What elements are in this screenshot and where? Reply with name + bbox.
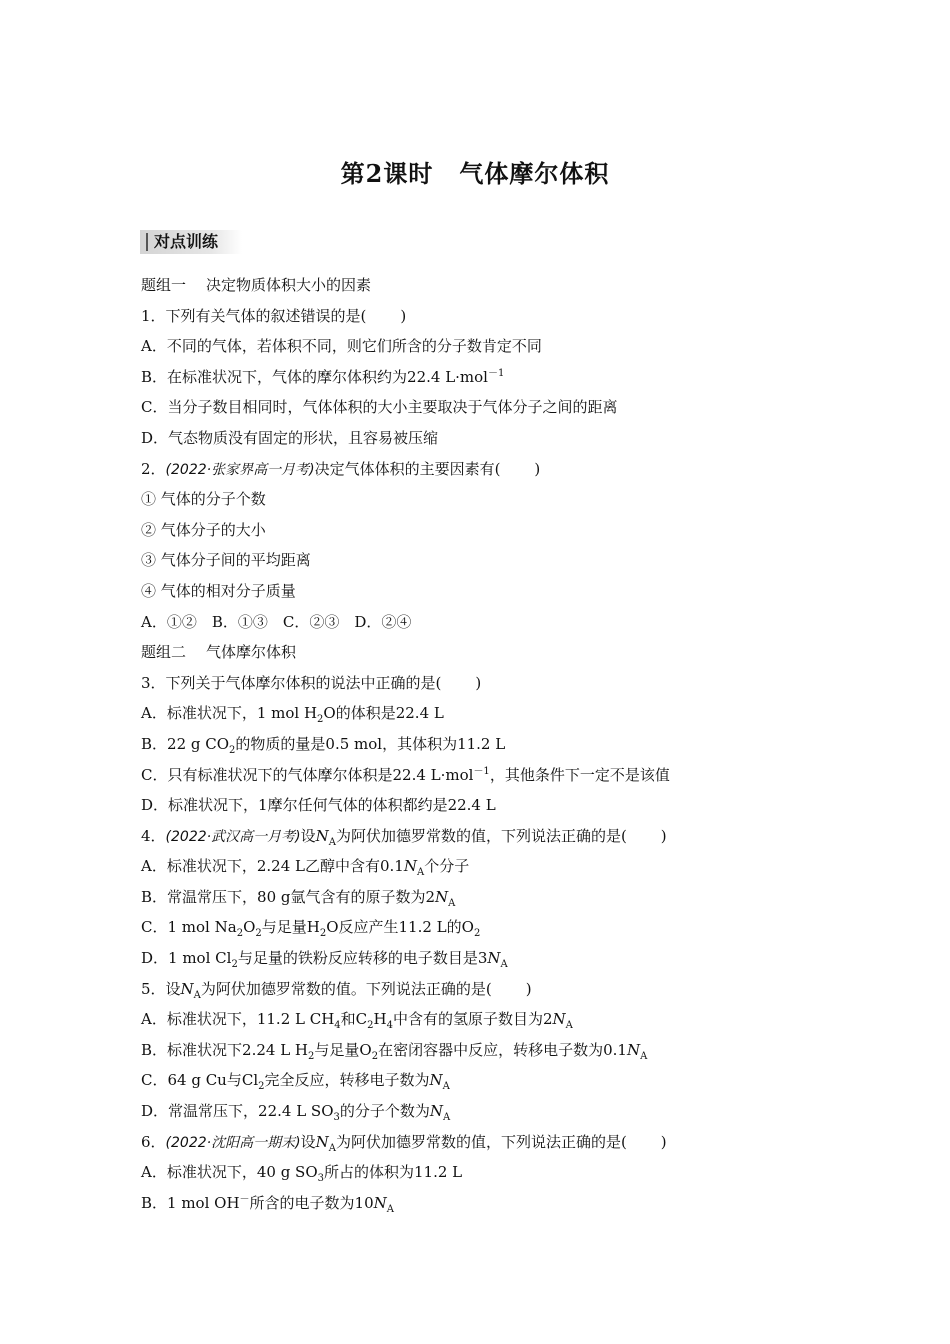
question-3-stem: 3．下列关于气体摩尔体积的说法中正确的是( ) bbox=[141, 673, 482, 692]
question-1-option-d: D．气态物质没有固定的形状，且容易被压缩 bbox=[141, 428, 439, 447]
question-1-stem: 1．下列有关气体的叙述错误的是( ) bbox=[141, 306, 407, 325]
question-5-stem: 5．设$N_A$为阿伏加德罗常数的值。下列说法正确的是( ) bbox=[141, 979, 532, 1001]
page-title: 第2课时 气体摩尔体积 bbox=[340, 159, 610, 188]
question-2-statement-4: ④ 气体的相对分子质量 bbox=[141, 581, 296, 600]
question-4-option-d: D．1 mol $Cl_2$与足量的铁粉反应转移的电子数目是$3N_A$ bbox=[141, 949, 508, 971]
question-2-statement-2: ② 气体分子的大小 bbox=[141, 520, 266, 539]
question-1-option-c: C．当分子数目相同时，气体体积的大小主要取决于气体分子之间的距离 bbox=[141, 398, 618, 417]
question-4-option-b: B．常温常压下，80 g氩气含有的原子数为$2N_A$ bbox=[141, 887, 456, 909]
question-3-option-d: D．标准状况下，1摩尔任何气体的体积都约是22.4 L bbox=[141, 796, 496, 815]
question-5-option-d: D．常温常压下，22.4 L $SO_3$的分子个数为$N_A$ bbox=[141, 1102, 451, 1124]
question-2-stem: 2．(2022·张家界高一月考)决定气体体积的主要因素有( ) bbox=[141, 459, 541, 478]
section-badge bbox=[140, 230, 242, 254]
badge-bar bbox=[146, 233, 148, 251]
question-3-option-c: C．只有标准状况下的气体摩尔体积是22.4 L·mol$^{-1}$，其他条件下一定不是该值 bbox=[141, 765, 670, 784]
group-heading-2: 题组二 气体摩尔体积 bbox=[141, 643, 297, 662]
question-3-option-a: A．标准状况下，1 mol $H_2O$的体积是22.4 L bbox=[141, 704, 444, 726]
question-4-option-a: A．标准状况下，2.24 L乙醇中含有$0.1N_A$个分子 bbox=[141, 857, 470, 879]
question-2-statement-1: ① 气体的分子个数 bbox=[141, 490, 266, 509]
question-list bbox=[141, 270, 841, 1218]
question-6-option-b: B．1 mol OH－所含的电子数为$10N_A$ bbox=[141, 1193, 394, 1215]
question-2-statement-3: ③ 气体分子间的平均距离 bbox=[141, 551, 311, 570]
question-4-option-c: C．1 mol $Na_2O_2$与足量$H_2O$反应产生11.2 L的$O_2$ bbox=[141, 918, 481, 940]
question-2-options: A．①② B．①③ C．②③ D．②④ bbox=[141, 612, 412, 631]
question-6-option-a: A．标准状况下，40 g $SO_3$所占的体积为11.2 L bbox=[141, 1163, 463, 1185]
question-5-option-b: B．标准状况下2.24 L $H_2$与足量$O_2$在密闭容器中反应，转移电子数为$0.1N_A$ bbox=[141, 1040, 648, 1062]
question-6-stem: 6．(2022·沈阳高一期末)设$N_A$为阿伏加德罗常数的值，下列说法正确的是( ) bbox=[141, 1132, 667, 1154]
question-3-option-b: B．22 g $CO_2$的物质的量是0.5 mol，其体积为11.2 L bbox=[141, 734, 506, 756]
question-1-option-b: B．在标准状况下，气体的摩尔体积约为22.4 L·mol$^{-1}$ bbox=[141, 367, 505, 386]
question-5-option-a: A．标准状况下，11.2 L $CH_4$和$C_2H_4$中含有的氢原子数目为$2N_A$ bbox=[141, 1010, 573, 1032]
question-1-option-a: A．不同的气体，若体积不同，则它们所含的分子数肯定不同 bbox=[141, 337, 542, 356]
group-heading-1: 题组一 决定物质体积大小的因素 bbox=[141, 276, 372, 294]
question-5-option-c: C．64 g Cu与$Cl_2$完全反应，转移电子数为$N_A$ bbox=[141, 1071, 450, 1093]
section-badge-label: 对点训练 bbox=[154, 232, 219, 251]
question-4-stem: 4．(2022·武汉高一月考)设$N_A$为阿伏加德罗常数的值，下列说法正确的是( ) bbox=[141, 826, 667, 848]
